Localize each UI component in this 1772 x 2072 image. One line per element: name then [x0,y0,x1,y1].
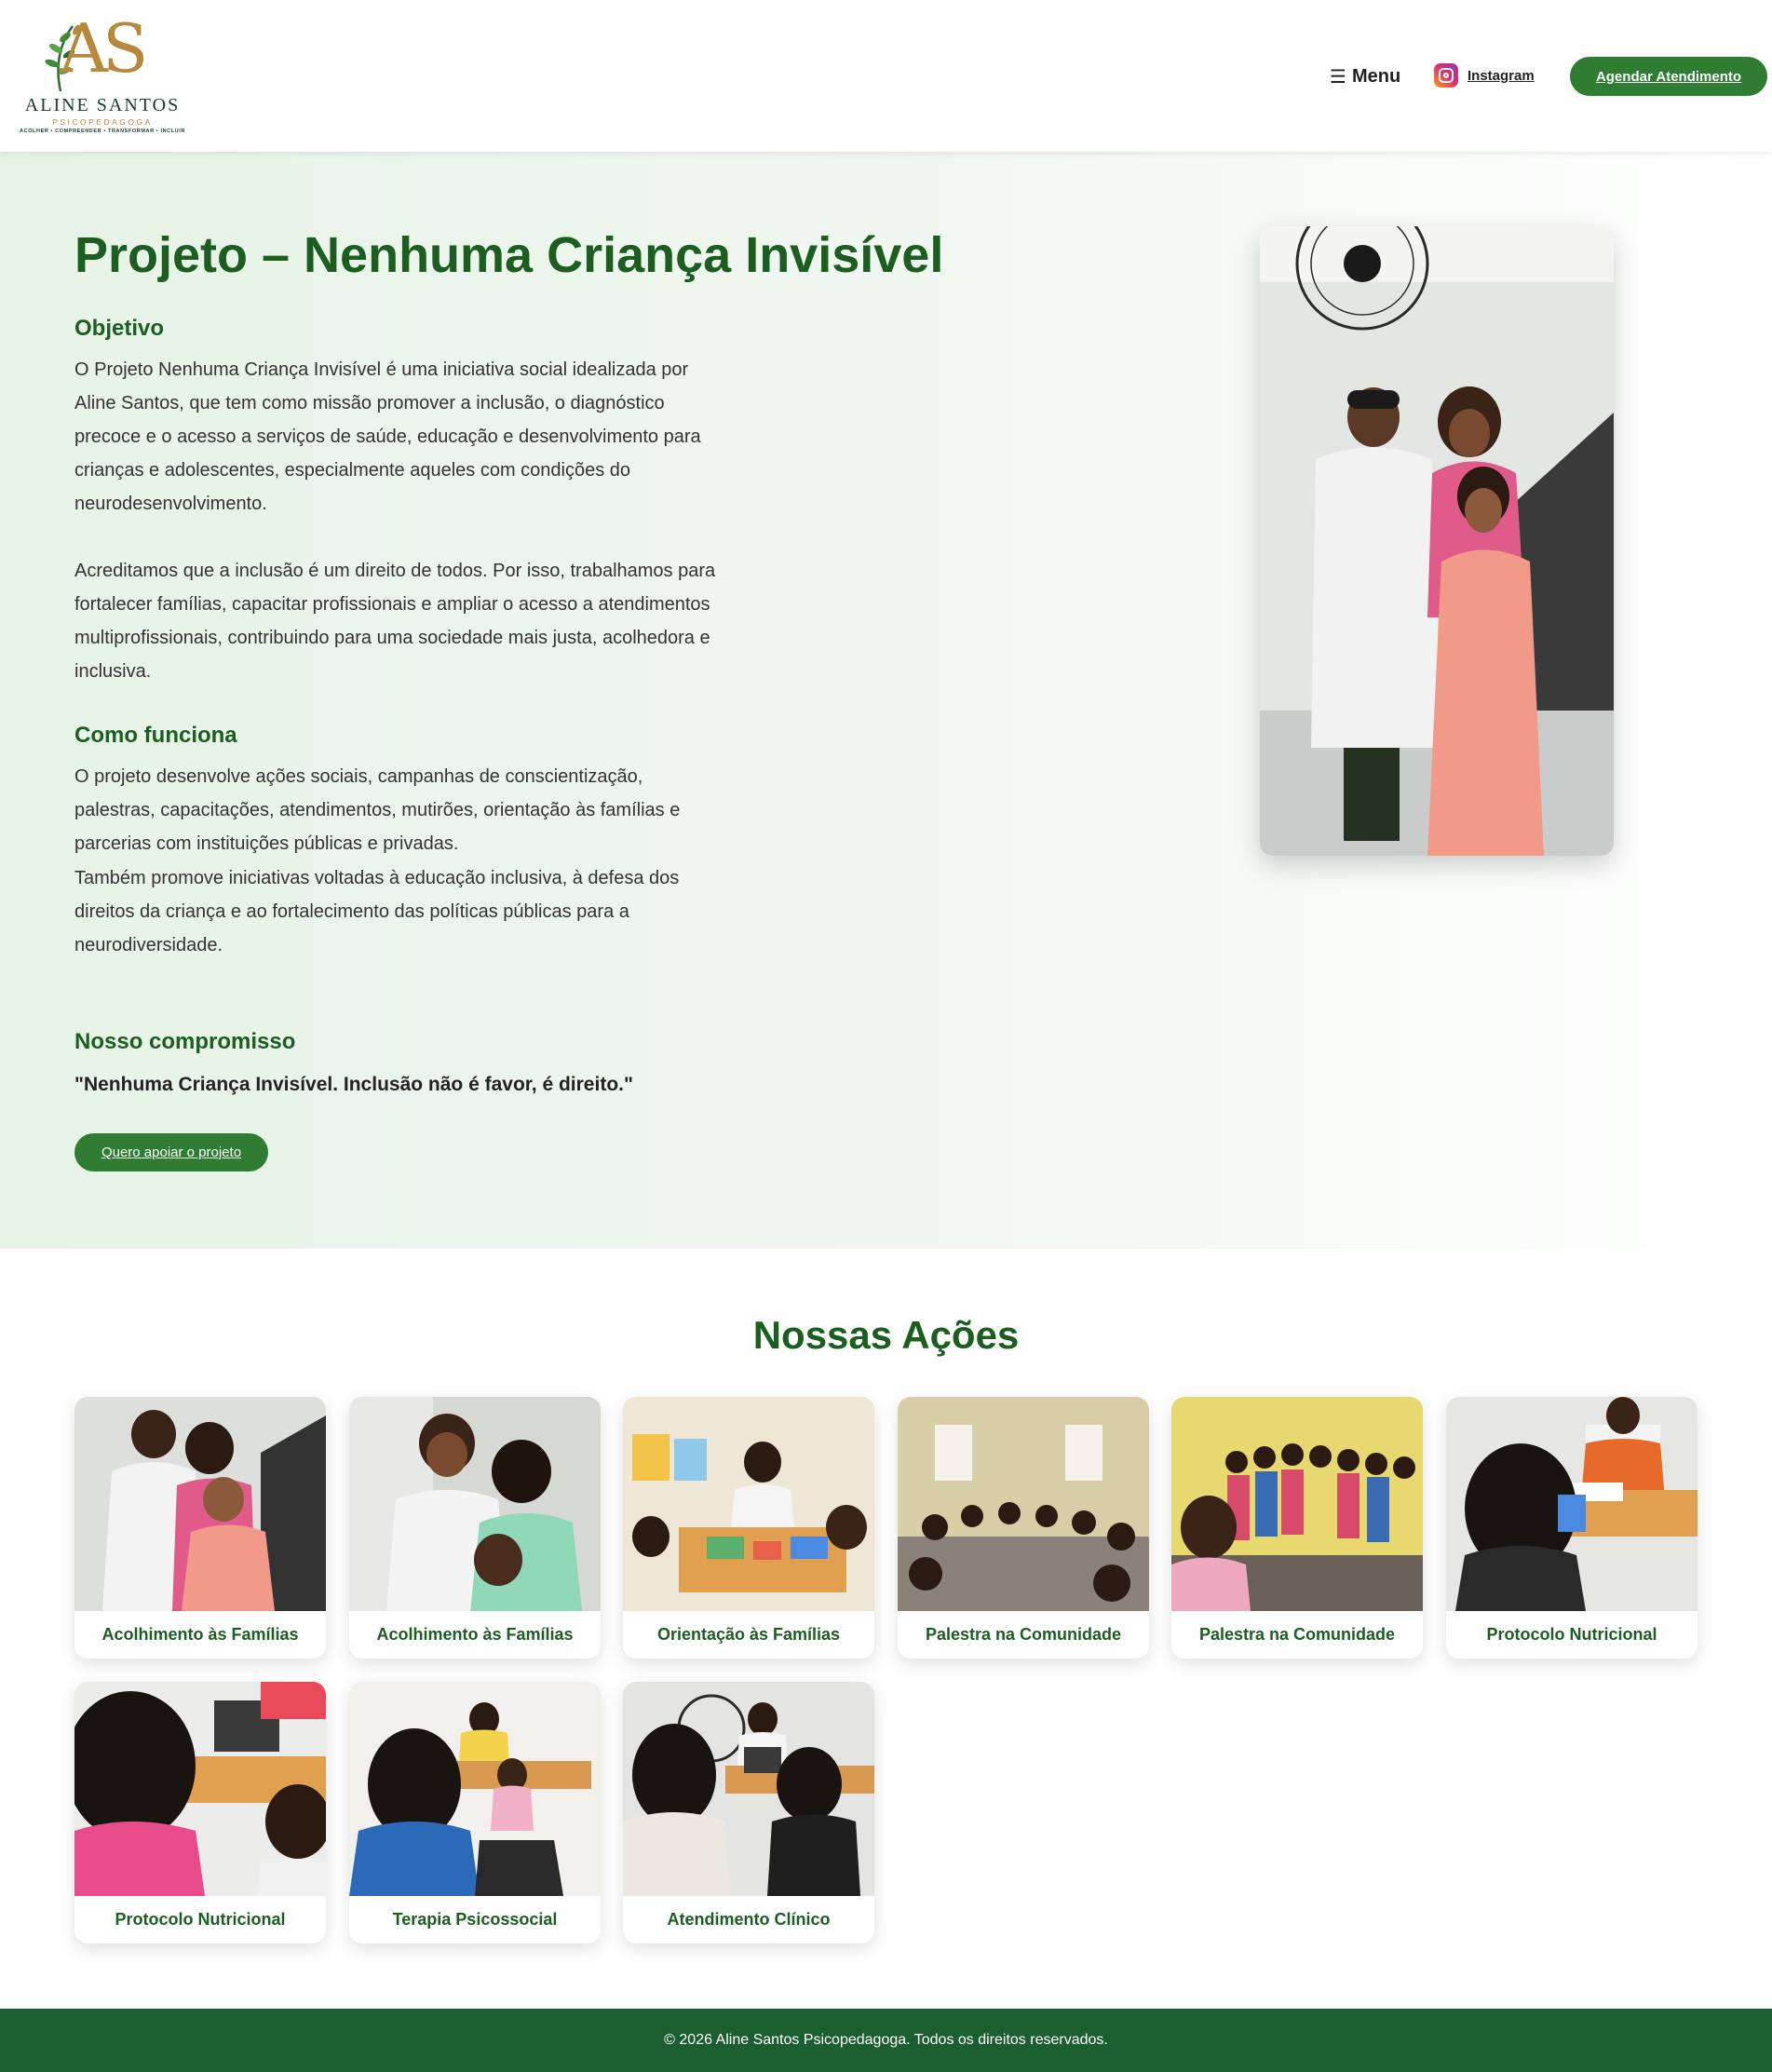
hero-photo [1260,226,1614,856]
instagram-icon [1434,63,1458,88]
logo-subtitle: PSICOPEDAGOGA [52,117,153,127]
action-card[interactable] [349,1682,601,1943]
schedule-appointment-button[interactable]: Agendar Atendimento [1570,57,1767,96]
action-card-label: Palestra na Comunidade [1198,1625,1396,1644]
objective-paragraph-1: O Projeto Nenhuma Criança Invisível é uma iniciativa social idealizada por Aline Santos, que tem como missão promover a inclusão, o diagnóstico precoce e o acesso a serviços de saúde, educação e desenvolvimento para crianças e adolescentes, especialmente aqueles com condições do neurodesenvolvimento. [74,359,701,514]
instagram-label: Instagram [1468,67,1535,84]
action-card-label: Terapia Psicossocial [392,1910,558,1929]
action-photo [623,1682,874,1896]
action-photo [898,1397,1149,1611]
logo-name: ALINE SANTOS [24,95,181,115]
objective-paragraph-2: Acreditamos que a inclusão é um direito de todos. Por isso, trabalhamos para fortalecer famílias, capacitar profissionais e ampliar o acesso a atendimentos multiprofissionais, contribuindo para uma sociedade mais justa, acolhedora e inclusiva. [74,561,716,682]
action-card-label: Protocolo Nutricional [1486,1625,1657,1644]
action-photo [74,1682,326,1896]
logo-tagline: ACOLHER • COMPREENDER • TRANSFORMAR • INCLUIR [20,129,185,134]
action-card-label: Orientação às Famílias [656,1625,841,1644]
action-card[interactable] [623,1397,874,1659]
commitment-heading: Nosso compromisso [74,1029,296,1054]
action-photo [74,1397,326,1611]
instagram-link[interactable] [1434,63,1535,88]
how-it-works-paragraph-2: Também promove iniciativas voltadas à educação inclusiva, à defesa dos direitos da criança e ao fortalecimento das políticas públicas para a neurodiversidade. [74,868,680,955]
action-card[interactable] [898,1397,1149,1659]
commitment-quote: "Nenhuma Criança Invisível. Inclusão não é favor, é direito." [74,1074,633,1095]
action-card[interactable] [74,1682,326,1943]
menu-button[interactable] [1330,65,1400,88]
action-photo [1171,1397,1423,1611]
action-card-label: Acolhimento às Famílias [101,1625,299,1644]
action-card-label: Atendimento Clínico [667,1910,831,1929]
logo-monogram: AS [60,9,143,88]
action-card[interactable] [1171,1397,1423,1659]
how-it-works-paragraph-1: O projeto desenvolve ações sociais, campanhas de conscientização, palestras, capacitações, atendimentos, mutirões, orientação às famílias e parcerias com instituições públicas e privadas. [74,766,681,854]
page-title: Projeto – Nenhuma Criança Invisível [74,227,944,283]
action-card[interactable] [74,1397,326,1659]
how-it-works-heading: Como funciona [74,723,237,748]
objective-heading: Objetivo [74,316,165,341]
project-hero-section [0,152,1772,1249]
action-photo [349,1682,601,1896]
hamburger-icon: ☰ [1330,67,1346,88]
support-project-button[interactable]: Quero apoiar o projeto [74,1133,268,1171]
action-photo [1446,1397,1698,1611]
menu-label: Menu [1351,66,1401,87]
site-footer [0,2009,1772,2072]
action-card-label: Protocolo Nutricional [115,1910,286,1929]
action-card-label: Acolhimento às Famílias [376,1625,574,1644]
action-card[interactable] [349,1397,601,1659]
site-header [0,0,1772,152]
actions-section-title: Nossas Ações [752,1313,1020,1357]
action-card[interactable] [1446,1397,1698,1659]
action-card-label: Palestra na Comunidade [925,1625,1122,1644]
action-photo [623,1397,874,1611]
copyright-text: © 2026 Aline Santos Psicopedagoga. Todos os direitos reservados. [664,2032,1108,2048]
action-photo [349,1397,601,1611]
site-logo[interactable] [19,11,186,142]
action-card[interactable] [623,1682,874,1943]
